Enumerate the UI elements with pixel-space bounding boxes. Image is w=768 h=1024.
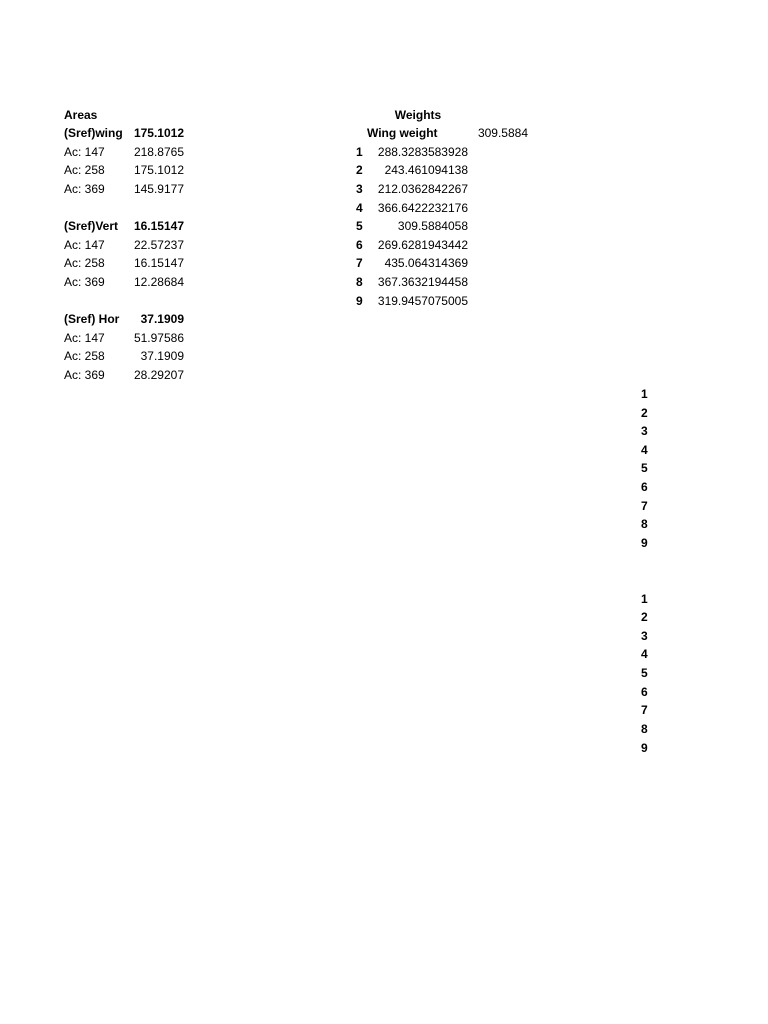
area-group-value: 16.15147 (133, 219, 184, 233)
area-row-value: 145.9177 (133, 182, 184, 196)
area-row-value: 28.29207 (133, 368, 184, 382)
area-row-value: 16.15147 (133, 256, 184, 270)
wing-weight-value: 309.5884 (477, 126, 528, 140)
index-list-item: 5 (641, 666, 648, 680)
area-row-label: Ac: 147 (64, 331, 105, 345)
weight-index: 9 (356, 294, 363, 308)
area-row-label: Ac: 369 (64, 275, 105, 289)
area-row-label: Ac: 369 (64, 182, 105, 196)
weight-value: 435.064314369 (384, 256, 468, 270)
weight-value: 243.461094138 (384, 163, 468, 177)
area-row-value: 12.28684 (133, 275, 184, 289)
index-list-item: 8 (641, 722, 648, 736)
weight-index: 8 (356, 275, 363, 289)
weight-index: 7 (356, 256, 363, 270)
area-row-label: Ac: 258 (64, 256, 105, 270)
area-row-label: Ac: 147 (64, 238, 105, 252)
area-row-label: Ac: 369 (64, 368, 105, 382)
index-list-item: 6 (641, 685, 648, 699)
index-list-item: 2 (641, 610, 648, 624)
index-list-item: 1 (641, 387, 648, 401)
weight-index: 4 (356, 201, 363, 215)
index-list-item: 3 (641, 629, 648, 643)
area-row-value: 175.1012 (133, 163, 184, 177)
index-list-item: 4 (641, 647, 648, 661)
weight-value: 319.9457075005 (377, 294, 468, 308)
areas-header: Areas (64, 108, 98, 122)
index-list-item: 5 (641, 461, 648, 475)
weight-value: 367.3632194458 (377, 275, 468, 289)
weight-index: 6 (356, 238, 363, 252)
index-list-item: 9 (641, 741, 648, 755)
area-row-label: Ac: 147 (64, 145, 105, 159)
index-list-item: 7 (641, 499, 648, 513)
index-list-item: 8 (641, 517, 648, 531)
area-group-label: (Sref)Vert (64, 219, 119, 233)
area-group-label: (Sref) Hor (64, 312, 120, 326)
weight-index: 3 (356, 182, 363, 196)
weight-value: 212.0362842267 (377, 182, 468, 196)
area-row-label: Ac: 258 (64, 163, 105, 177)
area-row-value: 37.1909 (140, 349, 184, 363)
weight-value: 366.6422232176 (377, 201, 468, 215)
area-row-value: 218.8765 (133, 145, 184, 159)
weight-value: 288.3283583928 (377, 145, 468, 159)
weights-header: Weights (394, 108, 442, 122)
area-row-value: 51.97586 (133, 331, 184, 345)
index-list-item: 3 (641, 424, 648, 438)
index-list-item: 2 (641, 406, 648, 420)
index-list-item: 6 (641, 480, 648, 494)
area-group-value: 175.1012 (133, 126, 184, 140)
weight-index: 1 (356, 145, 363, 159)
index-list-item: 4 (641, 443, 648, 457)
index-list-item: 7 (641, 703, 648, 717)
weight-value: 269.6281943442 (377, 238, 468, 252)
area-row-value: 22.57237 (133, 238, 184, 252)
area-group-label: (Sref)wing (64, 126, 123, 140)
area-group-value: 37.1909 (140, 312, 184, 326)
weight-value: 309.5884058 (397, 219, 468, 233)
weight-index: 2 (356, 163, 363, 177)
area-row-label: Ac: 258 (64, 349, 105, 363)
wing-weight-label: Wing weight (367, 126, 438, 140)
index-list-item: 1 (641, 592, 648, 606)
index-list-item: 9 (641, 536, 648, 550)
weight-index: 5 (356, 219, 363, 233)
